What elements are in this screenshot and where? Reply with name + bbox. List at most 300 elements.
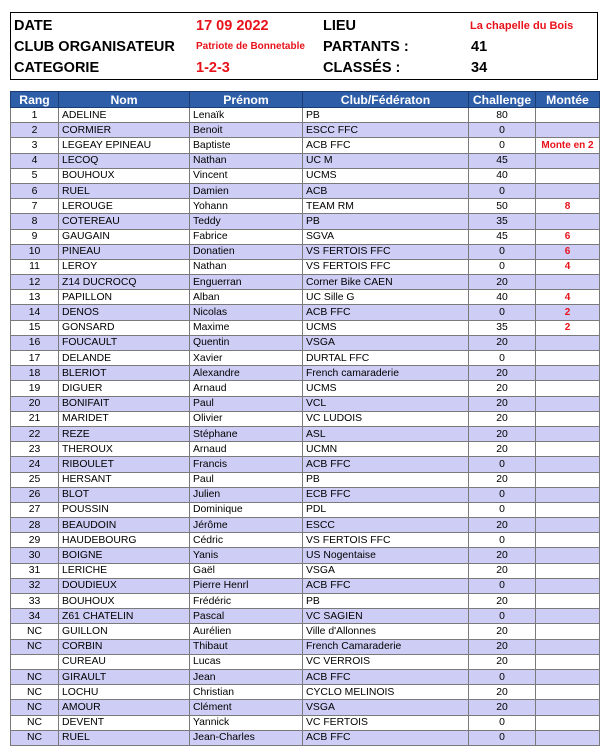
cell-rang: 12	[11, 275, 59, 290]
cell-challenge: 0	[469, 533, 536, 548]
cell-rang: NC	[11, 700, 59, 715]
cell-prenom: Yanis	[190, 548, 303, 563]
cell-club: ECB FFC	[303, 487, 469, 502]
table-row	[11, 502, 600, 517]
cell-challenge: 20	[469, 366, 536, 381]
cell-montee	[536, 426, 600, 441]
cell-prenom: Teddy	[190, 214, 303, 229]
cell-rang: 32	[11, 578, 59, 593]
info-row-club	[11, 37, 597, 57]
cell-prenom: Olivier	[190, 411, 303, 426]
cell-nom: LECOQ	[59, 153, 190, 168]
cell-rang: NC	[11, 669, 59, 684]
cell-nom: HERSANT	[59, 472, 190, 487]
cell-rang: 26	[11, 487, 59, 502]
cell-challenge: 20	[469, 426, 536, 441]
cell-rang: 18	[11, 366, 59, 381]
col-nom-header: Nom	[59, 92, 190, 108]
cell-nom: HAUDEBOURG	[59, 533, 190, 548]
cell-rang: 2	[11, 123, 59, 138]
cell-challenge: 20	[469, 275, 536, 290]
cell-club: VS FERTOIS FFC	[303, 259, 469, 274]
cell-club: ESCC	[303, 518, 469, 533]
cell-montee	[536, 183, 600, 198]
cell-montee: 4	[536, 290, 600, 305]
cell-prenom: Fabrice	[190, 229, 303, 244]
table-row	[11, 366, 600, 381]
table-row	[11, 472, 600, 487]
cell-montee	[536, 700, 600, 715]
cell-montee	[536, 457, 600, 472]
cell-prenom: Maxime	[190, 320, 303, 335]
date-label: DATE	[14, 18, 53, 34]
cell-montee	[536, 685, 600, 700]
cell-club: ASL	[303, 426, 469, 441]
cell-prenom: Clément	[190, 700, 303, 715]
cell-club: VSGA	[303, 335, 469, 350]
cell-prenom: Damien	[190, 183, 303, 198]
table-row	[11, 457, 600, 472]
cell-club: ACB FFC	[303, 669, 469, 684]
cell-prenom: Baptiste	[190, 138, 303, 153]
info-row-date	[11, 16, 597, 36]
cell-rang: 6	[11, 183, 59, 198]
cell-club: ACB FFC	[303, 730, 469, 745]
cell-montee	[536, 578, 600, 593]
cell-montee	[536, 715, 600, 730]
cell-rang: 8	[11, 214, 59, 229]
table-row	[11, 123, 600, 138]
cell-montee	[536, 381, 600, 396]
cell-nom: DELANDE	[59, 351, 190, 366]
cell-prenom: Christian	[190, 685, 303, 700]
cell-prenom: Francis	[190, 457, 303, 472]
cell-montee	[536, 442, 600, 457]
cell-nom: BLERIOT	[59, 366, 190, 381]
cell-prenom: Benoit	[190, 123, 303, 138]
cell-nom: ADELINE	[59, 108, 190, 123]
cell-prenom: Vincent	[190, 168, 303, 183]
table-row	[11, 351, 600, 366]
cell-prenom: Arnaud	[190, 442, 303, 457]
cell-nom: AMOUR	[59, 700, 190, 715]
cell-rang: 5	[11, 168, 59, 183]
cell-rang: 16	[11, 335, 59, 350]
cell-prenom: Julien	[190, 487, 303, 502]
cell-montee	[536, 548, 600, 563]
col-challenge-header: Challenge	[469, 92, 536, 108]
cell-nom: DEVENT	[59, 715, 190, 730]
cell-challenge: 20	[469, 685, 536, 700]
cell-club: PB	[303, 214, 469, 229]
cell-prenom: Dominique	[190, 502, 303, 517]
cell-challenge: 20	[469, 396, 536, 411]
table-row	[11, 624, 600, 639]
cell-nom: POUSSIN	[59, 502, 190, 517]
table-row	[11, 685, 600, 700]
cell-rang: NC	[11, 639, 59, 654]
cell-montee: 2	[536, 305, 600, 320]
cell-challenge: 0	[469, 730, 536, 745]
cell-nom: THEROUX	[59, 442, 190, 457]
cell-prenom: Nicolas	[190, 305, 303, 320]
table-row	[11, 609, 600, 624]
cell-nom: BOUHOUX	[59, 168, 190, 183]
cell-montee	[536, 533, 600, 548]
cell-challenge: 20	[469, 654, 536, 669]
partants-value: 41	[471, 39, 488, 55]
table-row	[11, 426, 600, 441]
cell-rang: 10	[11, 244, 59, 259]
cell-montee	[536, 654, 600, 669]
cell-club: VC SAGIEN	[303, 609, 469, 624]
cell-prenom: Pierre Henrl	[190, 578, 303, 593]
cell-prenom: Aurélien	[190, 624, 303, 639]
cell-nom: RUEL	[59, 730, 190, 745]
cell-rang: 22	[11, 426, 59, 441]
cell-challenge: 20	[469, 639, 536, 654]
table-row	[11, 411, 600, 426]
cell-challenge: 40	[469, 168, 536, 183]
cell-nom: COTEREAU	[59, 214, 190, 229]
cell-nom: CUREAU	[59, 654, 190, 669]
cell-montee	[536, 351, 600, 366]
cell-prenom: Cédric	[190, 533, 303, 548]
table-row	[11, 548, 600, 563]
cell-challenge: 35	[469, 320, 536, 335]
col-rang-header: Rang	[11, 92, 59, 108]
cell-challenge: 20	[469, 411, 536, 426]
cell-prenom: Alexandre	[190, 366, 303, 381]
table-row	[11, 396, 600, 411]
table-row	[11, 320, 600, 335]
cell-montee: 6	[536, 244, 600, 259]
cell-rang: 31	[11, 563, 59, 578]
cell-prenom: Xavier	[190, 351, 303, 366]
table-row	[11, 442, 600, 457]
table-row	[11, 563, 600, 578]
cell-prenom: Jérôme	[190, 518, 303, 533]
cell-prenom: Jean-Charles	[190, 730, 303, 745]
cell-prenom: Gaël	[190, 563, 303, 578]
cell-club: VCL	[303, 396, 469, 411]
cell-club: UCMS	[303, 168, 469, 183]
cell-nom: GAUGAIN	[59, 229, 190, 244]
cell-challenge: 45	[469, 229, 536, 244]
lieu-value: La chapelle du Bois	[470, 20, 574, 32]
cell-club: ESCC FFC	[303, 123, 469, 138]
cell-montee	[536, 153, 600, 168]
cell-rang: 27	[11, 502, 59, 517]
cell-challenge: 20	[469, 335, 536, 350]
cell-club: SGVA	[303, 229, 469, 244]
cell-challenge: 0	[469, 609, 536, 624]
cell-prenom: Yohann	[190, 199, 303, 214]
cell-montee: 4	[536, 259, 600, 274]
cell-prenom: Nathan	[190, 153, 303, 168]
table-row	[11, 168, 600, 183]
cell-montee	[536, 108, 600, 123]
cell-montee	[536, 396, 600, 411]
cell-challenge: 0	[469, 457, 536, 472]
cell-nom: GIRAULT	[59, 669, 190, 684]
cell-rang: 20	[11, 396, 59, 411]
cell-club: French camaraderie	[303, 366, 469, 381]
cell-nom: PINEAU	[59, 244, 190, 259]
cell-club: VC FERTOIS	[303, 715, 469, 730]
cell-challenge: 0	[469, 502, 536, 517]
cell-montee: 2	[536, 320, 600, 335]
col-montee-header: Montée	[536, 92, 600, 108]
table-row	[11, 654, 600, 669]
cell-rang: 13	[11, 290, 59, 305]
cell-challenge: 0	[469, 183, 536, 198]
cell-prenom: Enguerran	[190, 275, 303, 290]
table-row	[11, 138, 600, 153]
cell-club: ACB	[303, 183, 469, 198]
cell-rang: 25	[11, 472, 59, 487]
table-row	[11, 669, 600, 684]
cell-prenom: Jean	[190, 669, 303, 684]
cell-challenge: 0	[469, 259, 536, 274]
cell-club: Corner Bike CAEN	[303, 275, 469, 290]
table-row	[11, 639, 600, 654]
cell-rang: 7	[11, 199, 59, 214]
cell-club: VC VERROIS	[303, 654, 469, 669]
cell-montee	[536, 502, 600, 517]
cell-club: UC Sille G	[303, 290, 469, 305]
cell-challenge: 45	[469, 153, 536, 168]
cell-prenom: Quentin	[190, 335, 303, 350]
cell-nom: RIBOULET	[59, 457, 190, 472]
cell-club: TEAM RM	[303, 199, 469, 214]
results-table	[10, 91, 600, 746]
lieu-label: LIEU	[323, 18, 357, 34]
cell-challenge: 0	[469, 305, 536, 320]
cell-club: VSGA	[303, 563, 469, 578]
cell-montee: Monte en 2	[536, 138, 600, 153]
cell-nom: BLOT	[59, 487, 190, 502]
cell-club: French Camaraderie	[303, 639, 469, 654]
cell-montee	[536, 487, 600, 502]
table-row	[11, 700, 600, 715]
cell-club: UC M	[303, 153, 469, 168]
cell-montee	[536, 639, 600, 654]
table-row	[11, 578, 600, 593]
cell-nom: GONSARD	[59, 320, 190, 335]
cell-montee: 8	[536, 199, 600, 214]
table-row	[11, 199, 600, 214]
table-row	[11, 229, 600, 244]
race-info-box	[10, 12, 598, 80]
cell-rang: 14	[11, 305, 59, 320]
partants-label: PARTANTS :	[323, 39, 409, 55]
cell-nom: REZE	[59, 426, 190, 441]
cell-prenom: Arnaud	[190, 381, 303, 396]
cell-club: CYCLO MELINOIS	[303, 685, 469, 700]
cell-challenge: 0	[469, 138, 536, 153]
cell-montee	[536, 275, 600, 290]
cell-rang: 17	[11, 351, 59, 366]
cell-nom: MARIDET	[59, 411, 190, 426]
cell-nom: LEROUGE	[59, 199, 190, 214]
categorie-label: CATEGORIE	[14, 60, 100, 76]
cell-prenom: Donatien	[190, 244, 303, 259]
cell-nom: DENOS	[59, 305, 190, 320]
cell-challenge: 20	[469, 518, 536, 533]
cell-challenge: 0	[469, 123, 536, 138]
cell-challenge: 20	[469, 563, 536, 578]
cell-rang: 28	[11, 518, 59, 533]
cell-nom: Z61 CHATELIN	[59, 609, 190, 624]
cell-rang: NC	[11, 715, 59, 730]
cell-challenge: 20	[469, 700, 536, 715]
table-row	[11, 518, 600, 533]
cell-challenge: 0	[469, 715, 536, 730]
cell-rang: 33	[11, 594, 59, 609]
club-label: CLUB ORGANISATEUR	[14, 39, 175, 55]
cell-nom: RUEL	[59, 183, 190, 198]
table-row	[11, 153, 600, 168]
cell-rang: 24	[11, 457, 59, 472]
cell-challenge: 20	[469, 472, 536, 487]
cell-montee	[536, 624, 600, 639]
cell-club: UCMS	[303, 320, 469, 335]
cell-montee: 6	[536, 229, 600, 244]
cell-club: Ville d'Allonnes	[303, 624, 469, 639]
cell-rang: NC	[11, 685, 59, 700]
cell-montee	[536, 214, 600, 229]
cell-club: US Nogentaise	[303, 548, 469, 563]
cell-nom: BOIGNE	[59, 548, 190, 563]
cell-challenge: 20	[469, 594, 536, 609]
cell-montee	[536, 669, 600, 684]
cell-club: VS FERTOIS FFC	[303, 244, 469, 259]
cell-club: PDL	[303, 502, 469, 517]
cell-prenom: Paul	[190, 396, 303, 411]
cell-challenge: 20	[469, 381, 536, 396]
cell-rang: 15	[11, 320, 59, 335]
cell-challenge: 0	[469, 487, 536, 502]
table-row	[11, 305, 600, 320]
table-row	[11, 108, 600, 123]
info-row-categorie	[11, 58, 597, 78]
classes-value: 34	[471, 60, 488, 76]
cell-rang: 1	[11, 108, 59, 123]
cell-club: ACB FFC	[303, 138, 469, 153]
cell-prenom: Lucas	[190, 654, 303, 669]
cell-club: VSGA	[303, 700, 469, 715]
date-value: 17 09 2022	[196, 18, 269, 34]
cell-nom: LOCHU	[59, 685, 190, 700]
cell-challenge: 0	[469, 351, 536, 366]
cell-prenom: Nathan	[190, 259, 303, 274]
cell-montee	[536, 730, 600, 745]
cell-prenom: Pascal	[190, 609, 303, 624]
table-row	[11, 259, 600, 274]
cell-prenom: Lenaïk	[190, 108, 303, 123]
col-club-header: Club/Fédératon	[303, 92, 469, 108]
cell-prenom: Stéphane	[190, 426, 303, 441]
cell-rang: 9	[11, 229, 59, 244]
table-row	[11, 244, 600, 259]
cell-nom: CORBIN	[59, 639, 190, 654]
cell-montee	[536, 563, 600, 578]
cell-challenge: 0	[469, 578, 536, 593]
table-row	[11, 275, 600, 290]
cell-club: PB	[303, 472, 469, 487]
cell-montee	[536, 594, 600, 609]
cell-nom: BONIFAIT	[59, 396, 190, 411]
cell-challenge: 50	[469, 199, 536, 214]
table-row	[11, 183, 600, 198]
cell-challenge: 0	[469, 669, 536, 684]
cell-prenom: Yannick	[190, 715, 303, 730]
cell-montee	[536, 609, 600, 624]
cell-challenge: 20	[469, 442, 536, 457]
cell-challenge: 20	[469, 548, 536, 563]
cell-prenom: Frédéric	[190, 594, 303, 609]
cell-club: VS FERTOIS FFC	[303, 533, 469, 548]
cell-prenom: Thibaut	[190, 639, 303, 654]
cell-rang: 23	[11, 442, 59, 457]
cell-montee	[536, 335, 600, 350]
club-value: Patriote de Bonnetable	[196, 41, 305, 52]
table-row	[11, 594, 600, 609]
table-row	[11, 487, 600, 502]
results-body	[11, 108, 600, 746]
table-row	[11, 730, 600, 745]
cell-club: ACB FFC	[303, 578, 469, 593]
table-row	[11, 381, 600, 396]
cell-nom: LEROY	[59, 259, 190, 274]
cell-club: PB	[303, 108, 469, 123]
cell-montee	[536, 518, 600, 533]
cell-rang: 21	[11, 411, 59, 426]
table-header-row	[11, 92, 600, 108]
col-prenom-header: Prénom	[190, 92, 303, 108]
cell-nom: DOUDIEUX	[59, 578, 190, 593]
cell-rang: 29	[11, 533, 59, 548]
cell-challenge: 40	[469, 290, 536, 305]
table-row	[11, 335, 600, 350]
cell-club: UCMN	[303, 442, 469, 457]
cell-club: PB	[303, 594, 469, 609]
cell-montee	[536, 168, 600, 183]
cell-prenom: Paul	[190, 472, 303, 487]
cell-challenge: 35	[469, 214, 536, 229]
cell-nom: DIGUER	[59, 381, 190, 396]
cell-rang: 30	[11, 548, 59, 563]
cell-challenge: 80	[469, 108, 536, 123]
cell-club: UCMS	[303, 381, 469, 396]
cell-rang: NC	[11, 730, 59, 745]
table-row	[11, 214, 600, 229]
cell-rang: 4	[11, 153, 59, 168]
cell-club: ACB FFC	[303, 305, 469, 320]
table-row	[11, 533, 600, 548]
table-row	[11, 715, 600, 730]
cell-club: DURTAL FFC	[303, 351, 469, 366]
cell-nom: FOUCAULT	[59, 335, 190, 350]
cell-club: VC LUDOIS	[303, 411, 469, 426]
cell-montee	[536, 411, 600, 426]
cell-challenge: 0	[469, 244, 536, 259]
cell-club: ACB FFC	[303, 457, 469, 472]
cell-rang: NC	[11, 624, 59, 639]
cell-prenom: Alban	[190, 290, 303, 305]
cell-rang: 34	[11, 609, 59, 624]
